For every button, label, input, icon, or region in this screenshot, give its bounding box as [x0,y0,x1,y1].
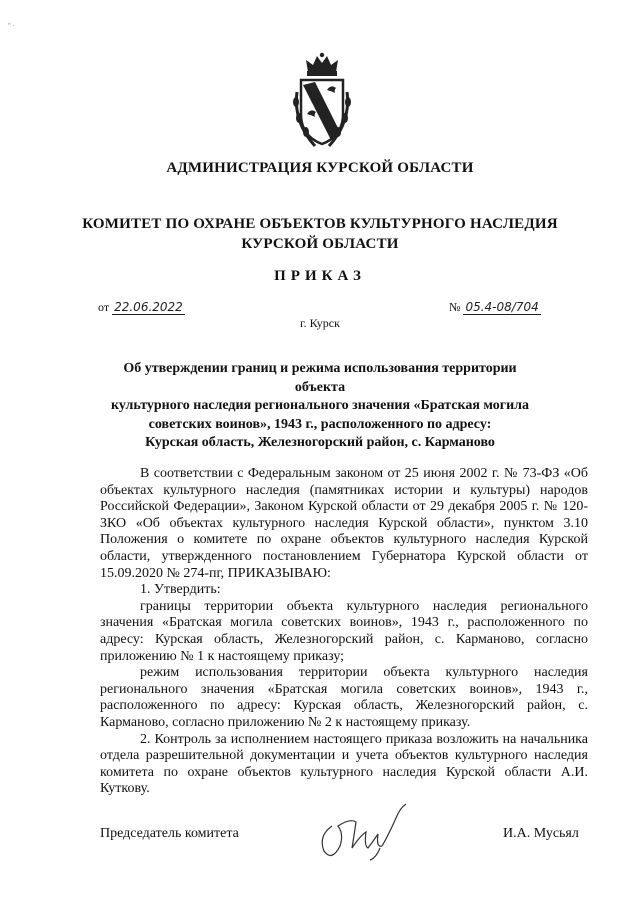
signatory-name: И.А. Мусьял [503,826,579,841]
body-paragraph: В соответствии с Федеральным законом от 25 июня 2002 г. № 73-ФЗ «Об объектах культурного наследия (памятниках истории и культуры) народов Российской Федерации», Законом Курской области от 29 декабря 2005 г. № 120-ЗКО «Об объектах культурного наследия Курской области», пунктом 3.10 Положения о комитете по охране объектов культурного наследия Курской области, утвержденного постановлением Губернатора Курской области от 15.09.2020 № 274-пг, ПРИКАЗЫВАЮ: [100,466,588,581]
order-date [98,300,185,315]
order-title: ПРИКАЗ [274,268,366,284]
date-value: 22.06.2022 [114,300,183,314]
handwritten-signature [310,796,420,866]
committee-title-line2: КУРСКОЙ ОБЛАСТИ [241,236,399,252]
number-prefix: № [449,300,461,314]
order-number [449,300,541,315]
committee-title-line1: КОМИТЕТ ПО ОХРАНЕ ОБЪЕКТОВ КУЛЬТУРНОГО НАСЛЕДИЯ [82,216,558,232]
date-prefix: от [98,300,110,314]
subject-line: Курская область, Железногорский район, с. Карманово [145,435,495,450]
subject-line: Об утверждении границ и режима использования территории объекта [123,361,517,395]
body-paragraph: режим использования территории объекта культурного наследия регионального значения «Братская могила советских воинов», 1943 г., расположенного по адресу: Курская область, Железногорский район, с. Карманово, согласно приложению № 2 к настоящему приказу. [100,665,588,730]
order-subject [100,360,540,453]
subject-line: культурного наследия регионального значения «Братская могила [110,398,530,413]
body-paragraph: 2. Контроль за исполнением настоящего приказа возложить на начальника отдела разрешительной документации и учета объектов культурного наследия комитета по охране объектов культурного наследия Курской области А.И. Куткову. [100,731,588,797]
administration-title: АДМИНИСТРАЦИЯ КУРСКОЙ ОБЛАСТИ [166,160,474,176]
subject-line: советских воинов», 1943 г., расположенного по адресу: [148,416,492,432]
committee-title [0,214,640,254]
body-paragraph: границы территории объекта культурного наследия регионального значения «Братская могила советских воинов», 1943 г., расположенного по адресу: Курская область, Железногорский район, с. Карманово, согласно приложению № 1 к настоящему приказу; [100,598,588,664]
city-line: г. Курск [300,316,340,330]
order-body [100,466,588,798]
body-paragraph: 1. Утвердить: [140,582,221,598]
signatory-position: Председатель комитета [100,826,239,841]
number-value: 05.4-08/704 [465,300,539,314]
scan-corner-mark: " · [8,22,15,30]
coat-of-arms-emblem [293,52,351,148]
